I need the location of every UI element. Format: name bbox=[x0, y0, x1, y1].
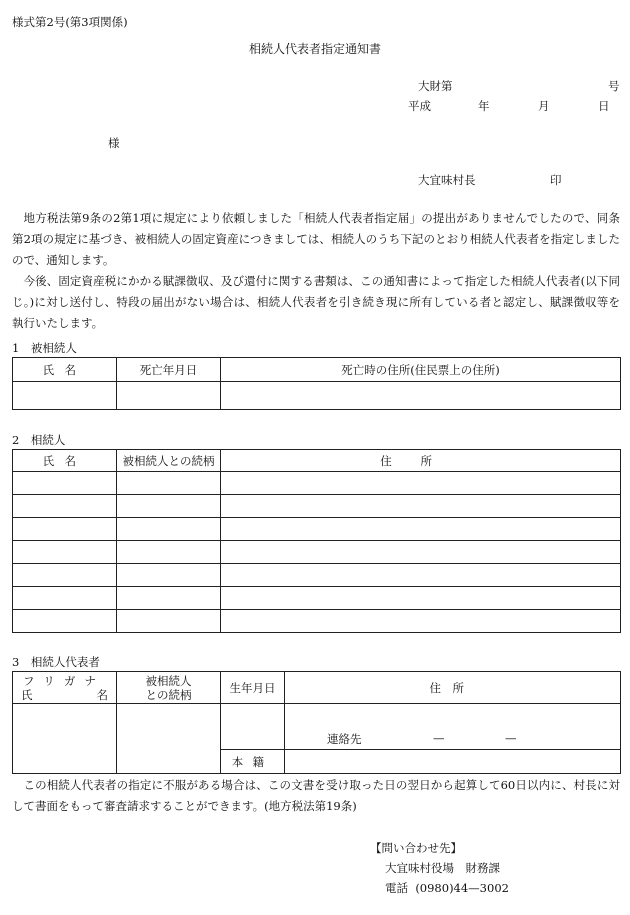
issuer-name: 大宜味村長 bbox=[418, 173, 476, 187]
col-birth-date: 生年月日 bbox=[221, 672, 285, 704]
phone-dash-2: — bbox=[505, 731, 517, 745]
date-month: 月 bbox=[538, 99, 550, 113]
heir-relation-cell[interactable] bbox=[117, 495, 221, 518]
relation-label-line2: との続柄 bbox=[145, 687, 192, 702]
heir-name-cell[interactable] bbox=[13, 610, 117, 633]
form-number: 様式第2号(第3項関係) bbox=[12, 15, 128, 29]
heir-address-cell[interactable] bbox=[221, 610, 621, 633]
representative-name-cell[interactable] bbox=[13, 704, 117, 774]
table-row bbox=[13, 564, 621, 587]
heir-relation-cell[interactable] bbox=[117, 518, 221, 541]
heir-relation-cell[interactable] bbox=[117, 472, 221, 495]
table-row bbox=[13, 587, 621, 610]
honseki-value-cell[interactable] bbox=[285, 750, 621, 774]
heir-relation-cell[interactable] bbox=[117, 587, 221, 610]
table-row bbox=[13, 610, 621, 633]
heir-address-cell[interactable] bbox=[221, 495, 621, 518]
date-year: 年 bbox=[478, 99, 490, 113]
honseki-label-cell: 本籍 bbox=[221, 750, 285, 774]
col-name: 氏名 bbox=[13, 450, 117, 472]
phone-number: (0980)44—3002 bbox=[415, 881, 509, 895]
representative-relation-cell[interactable] bbox=[117, 704, 221, 774]
body-paragraph-1: 地方税法第9条の2第1項に規定により依頼しました「相続人代表者指定届」の提出がありませんでしたので、同条第2項の規定に基づき、被相続人の固定資産につきましては、相続人のうち下記のとおり相続人代表者を指定しましたので、通知します。 bbox=[12, 211, 620, 267]
heir-relation-cell[interactable] bbox=[117, 610, 221, 633]
section1-heading: 1 被相続人 bbox=[12, 341, 77, 355]
representative-birth-cell[interactable] bbox=[221, 704, 285, 750]
name-label: 氏 名 bbox=[21, 687, 108, 702]
col-death-address: 死亡時の住所(住民票上の住所) bbox=[221, 358, 621, 382]
addressee-suffix: 様 bbox=[108, 136, 120, 150]
contact-phone bbox=[385, 880, 509, 896]
heir-relation-cell[interactable] bbox=[117, 564, 221, 587]
col-address: 住所 bbox=[285, 672, 621, 704]
furigana-label: フリガナ bbox=[23, 673, 106, 688]
issuer-seal: 印 bbox=[550, 173, 562, 187]
col-furigana-name bbox=[13, 672, 117, 704]
relation-label-line1: 被相続人 bbox=[145, 673, 192, 688]
table-row bbox=[13, 472, 621, 495]
heir-name-cell[interactable] bbox=[13, 541, 117, 564]
doc-number-prefix: 大財第 bbox=[418, 79, 453, 93]
col-relation bbox=[117, 672, 221, 704]
table-row bbox=[13, 541, 621, 564]
heir-address-cell[interactable] bbox=[221, 472, 621, 495]
heir-name-cell[interactable] bbox=[13, 518, 117, 541]
col-address: 住所 bbox=[221, 450, 621, 472]
table-row bbox=[13, 495, 621, 518]
heir-address-cell[interactable] bbox=[221, 587, 621, 610]
heirs-table bbox=[12, 449, 621, 633]
heir-name-cell[interactable] bbox=[13, 472, 117, 495]
contact-office: 大宜味村役場 財務課 bbox=[385, 861, 500, 875]
document-title: 相続人代表者指定通知書 bbox=[248, 42, 381, 56]
col-relation: 被相続人との続柄 bbox=[117, 450, 221, 472]
contact-label: 連絡先 bbox=[327, 732, 362, 746]
date-day: 日 bbox=[598, 99, 610, 113]
representative-address-cell[interactable] bbox=[285, 704, 621, 750]
heir-address-cell[interactable] bbox=[221, 518, 621, 541]
heir-address-cell[interactable] bbox=[221, 541, 621, 564]
date-era: 平成 bbox=[408, 99, 431, 113]
doc-number-suffix: 号 bbox=[608, 79, 620, 93]
heir-name-cell[interactable] bbox=[13, 587, 117, 610]
heir-relation-cell[interactable] bbox=[117, 541, 221, 564]
deceased-date-cell[interactable] bbox=[117, 382, 221, 410]
heir-name-cell[interactable] bbox=[13, 564, 117, 587]
body-paragraph-2: 今後、固定資産税にかかる賦課徴収、及び還付に関する書類は、この通知書によって指定した相続人代表者(以下同じ。)に対し送付し、特段の届出がない場合は、相続人代表者を引き続き現に所有している者と認定し、賦課徴収等を執行いたします。 bbox=[12, 274, 620, 330]
section2-heading: 2 相続人 bbox=[12, 433, 66, 447]
contact-heading: 【問い合わせ先】 bbox=[370, 841, 462, 855]
table-row bbox=[13, 518, 621, 541]
appeal-notice: この相続人代表者の指定に不服がある場合は、この文書を受け取った日の翌日から起算して60日以内に、村長に対して書面をもって審査請求することができます。(地方税法第19条) bbox=[12, 778, 620, 813]
section3-heading: 3 相続人代表者 bbox=[12, 655, 100, 669]
phone-label: 電話 bbox=[385, 881, 408, 895]
heir-address-cell[interactable] bbox=[221, 564, 621, 587]
heir-name-cell[interactable] bbox=[13, 495, 117, 518]
representative-table bbox=[12, 671, 621, 774]
col-death-date: 死亡年月日 bbox=[117, 358, 221, 382]
deceased-table bbox=[12, 357, 621, 410]
col-name: 氏名 bbox=[13, 358, 117, 382]
phone-dash-1: — bbox=[433, 731, 445, 745]
deceased-name-cell[interactable] bbox=[13, 382, 117, 410]
deceased-address-cell[interactable] bbox=[221, 382, 621, 410]
